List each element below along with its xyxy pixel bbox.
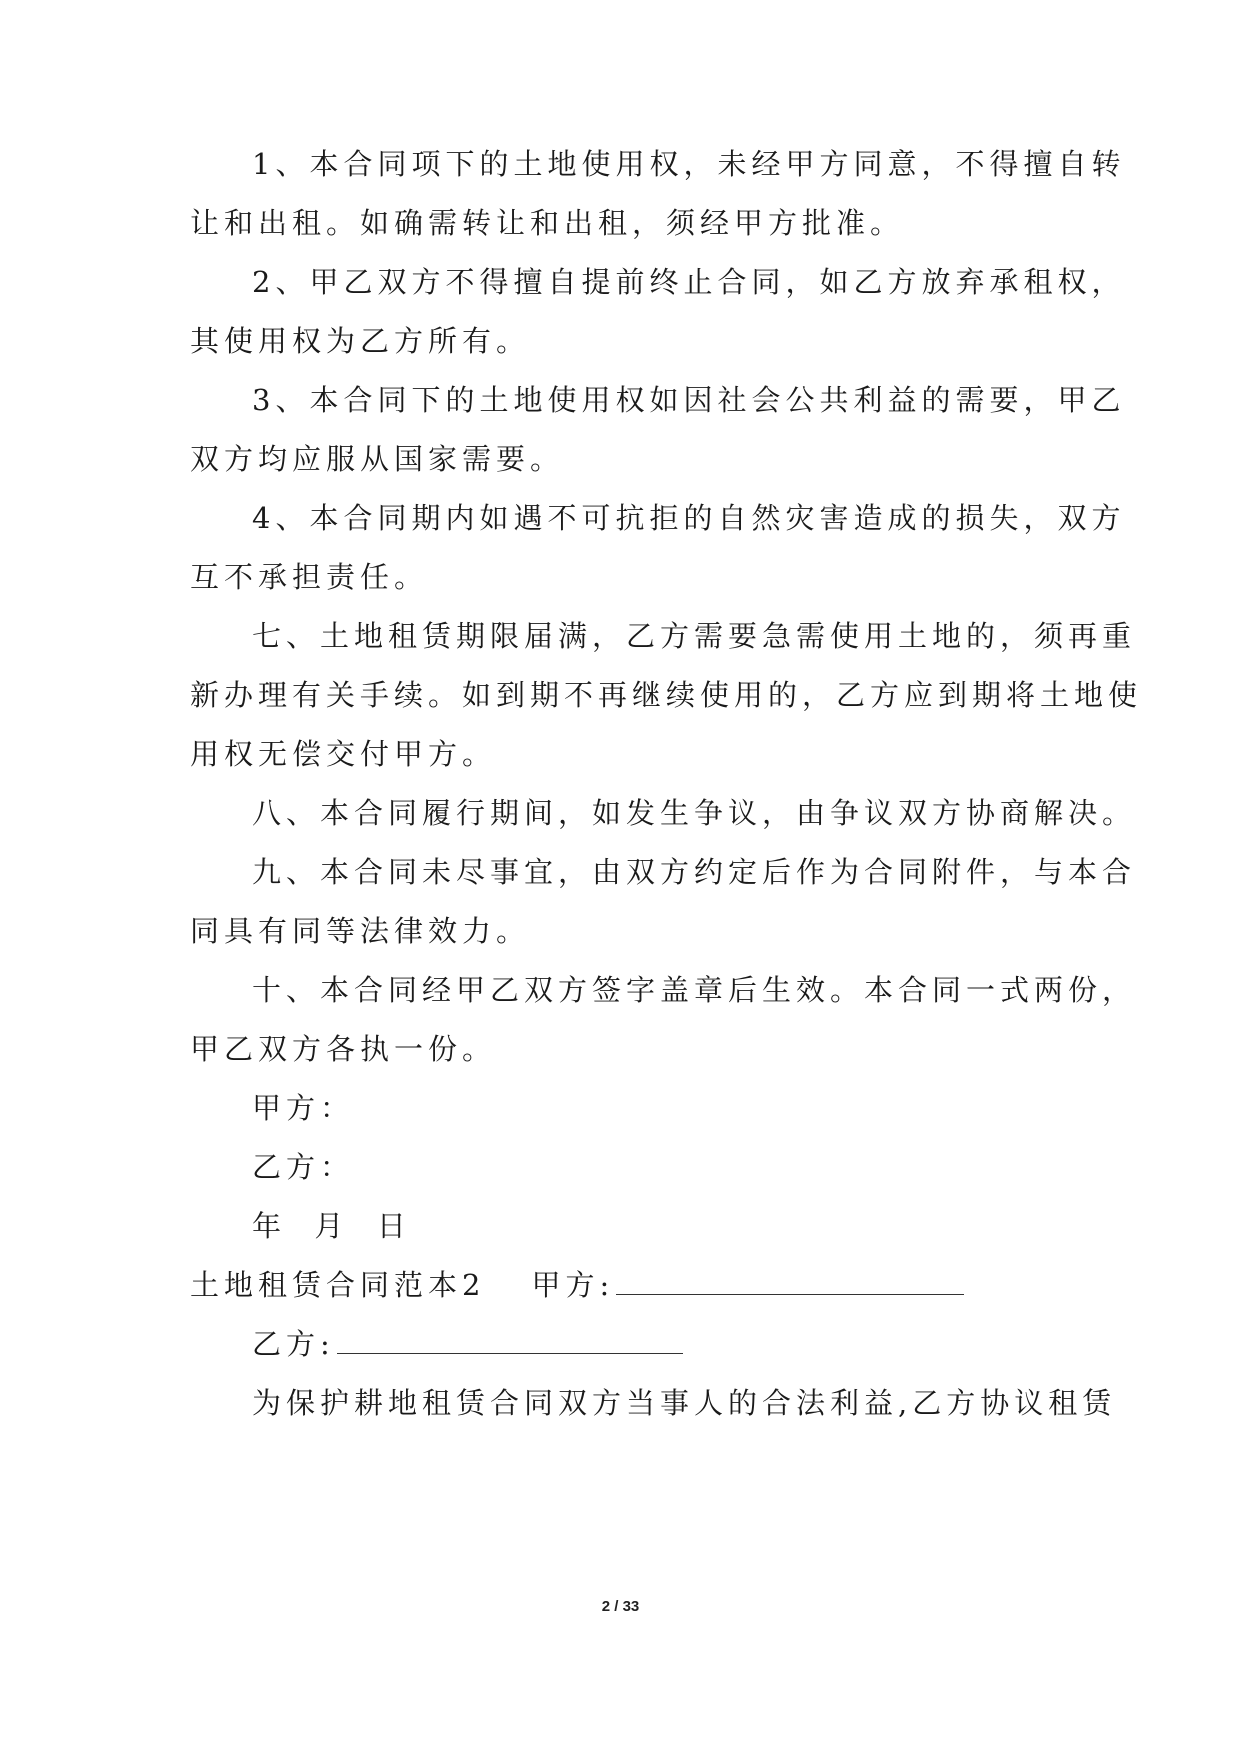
clause-7-line-2: 新办理有关手续。如到期不再继续使用的，乙方应到期将土地使 [190,678,1143,712]
clause-1-line-1: 1、本合同项下的土地使用权，未经甲方同意，不得擅自转 [252,147,1126,181]
clause-10-line-2: 甲乙双方各执一份。 [190,1032,497,1066]
clause-7-line-1: 七、土地租赁期限届满，乙方需要急需使用土地的，须再重 [252,619,1137,653]
template-2-header-line [190,1267,964,1303]
clause-7-line-3: 用权无偿交付甲方。 [190,737,497,771]
clause-3-line-2: 双方均应服从国家需要。 [190,442,565,476]
template-2-party-a-label: 甲方: [531,1268,615,1302]
clause-4-line-2: 互不承担责任。 [190,560,429,594]
template-2-intro: 为保护耕地租赁合同双方当事人的合法利益,乙方协议租赁 [252,1386,1117,1420]
template-2-party-b-label: 乙方: [252,1327,335,1361]
clause-1-line-2: 让和出租。如确需转让和出租，须经甲方批准。 [190,206,905,240]
party-b-name-blank[interactable] [337,1327,683,1354]
template-2-title: 土地租赁合同范本2 [190,1268,486,1302]
clause-2-line-2: 其使用权为乙方所有。 [190,324,531,358]
signature-date: 年 月 日 [252,1209,411,1243]
party-b-signature-label: 乙方： [252,1150,355,1184]
clause-2-line-1: 2、甲乙双方不得擅自提前终止合同，如乙方放弃承租权， [252,265,1126,299]
clause-3-line-1: 3、本合同下的土地使用权如因社会公共利益的需要，甲乙 [252,383,1126,417]
clause-9-line-2: 同具有同等法律效力。 [190,914,531,948]
party-a-signature-label: 甲方： [252,1091,355,1125]
clause-4-line-1: 4、本合同期内如遇不可抗拒的自然灾害造成的损失，双方 [252,501,1126,535]
template-2-party-b-line [252,1326,683,1362]
page-number: 2 / 33 [601,1598,640,1615]
clause-10-line-1: 十、本合同经甲乙双方签字盖章后生效。本合同一式两份， [252,973,1137,1007]
party-a-name-blank[interactable] [616,1268,964,1295]
clause-8-line-1: 八、本合同履行期间，如发生争议，由争议双方协商解决。 [252,796,1137,830]
clause-9-line-1: 九、本合同未尽事宜，由双方约定后作为合同附件，与本合 [252,855,1137,889]
